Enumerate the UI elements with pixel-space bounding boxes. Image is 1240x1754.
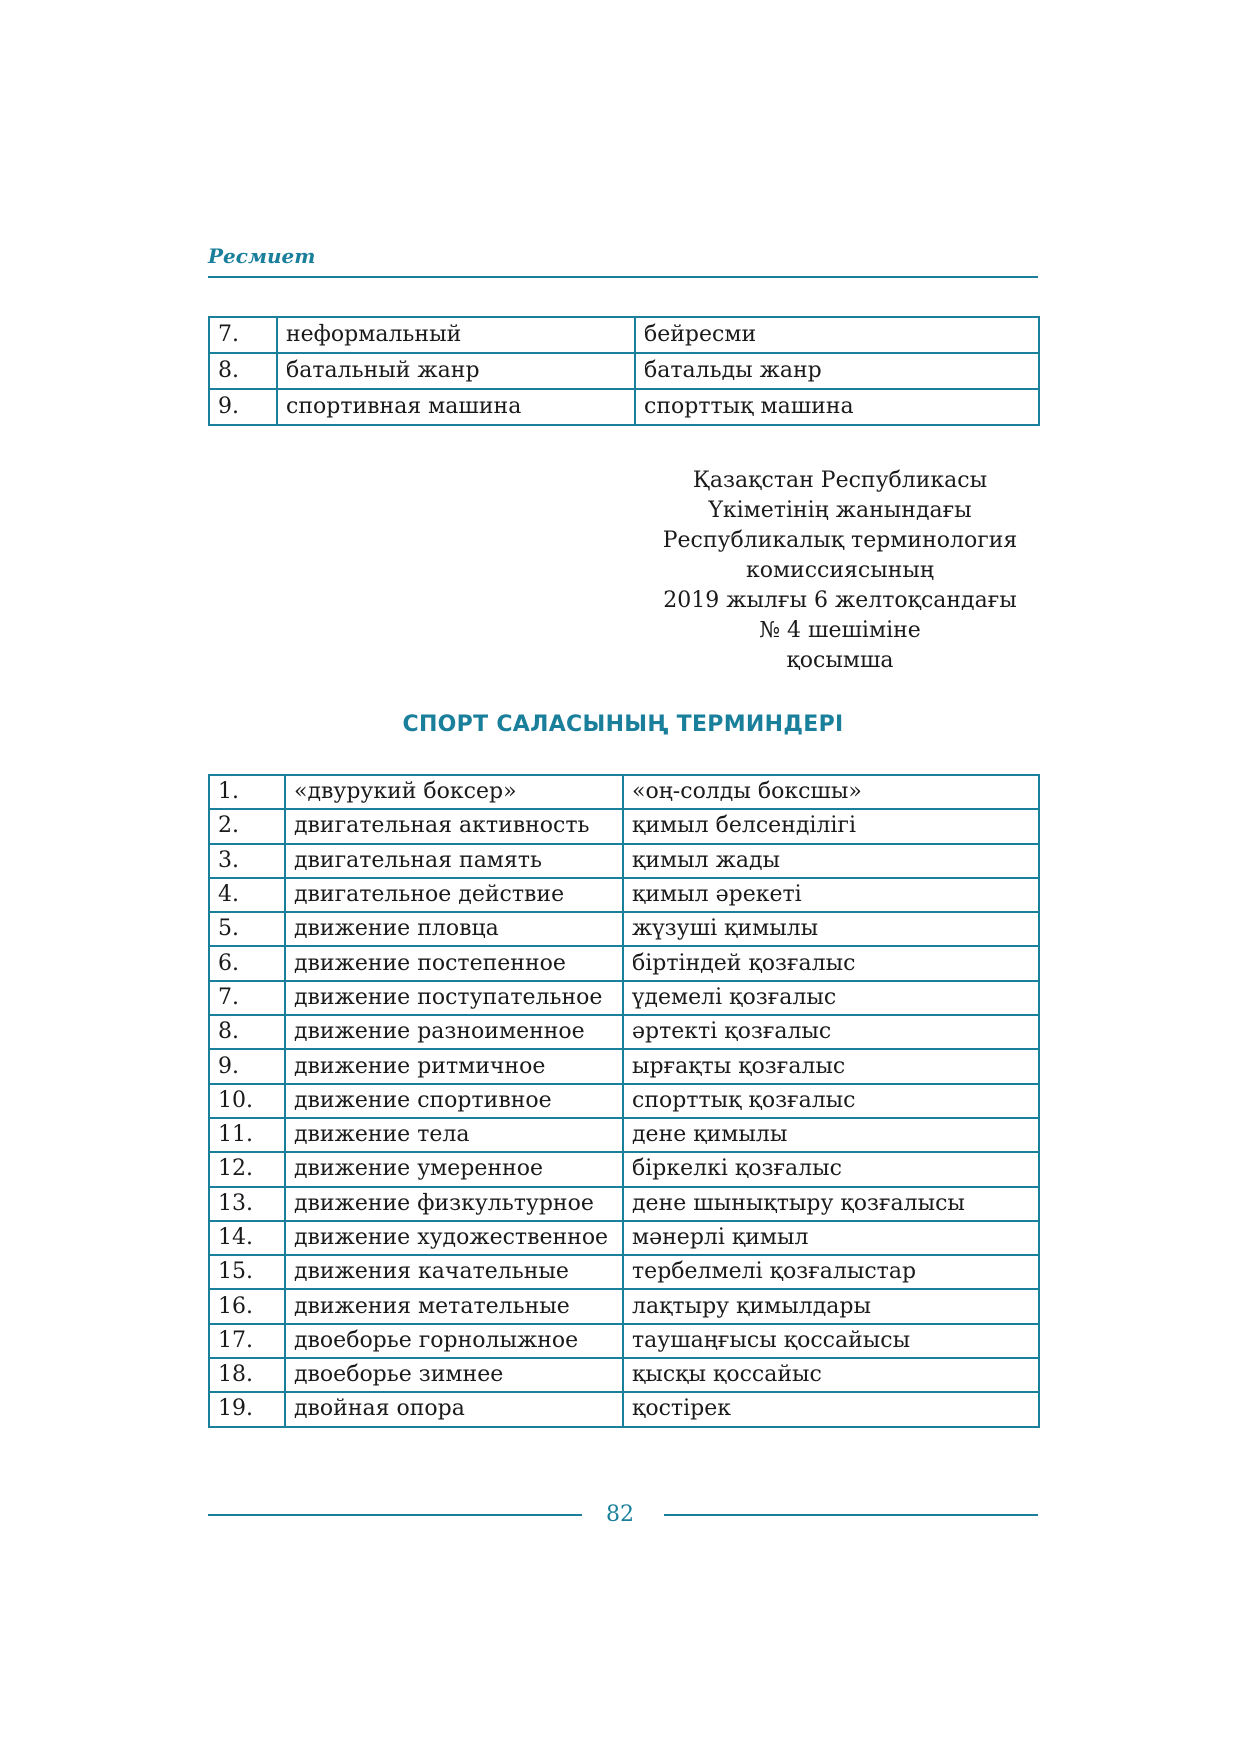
appendix-note [640, 466, 1040, 676]
table-row [209, 1289, 1039, 1323]
row-number: 1. [209, 775, 285, 809]
section-title: СПОРТ САЛАСЫНЫҢ ТЕРМИНДЕРІ [402, 712, 844, 737]
row-number: 13. [209, 1187, 285, 1221]
term-russian: неформальный [277, 317, 635, 353]
term-russian: движения метательные [285, 1289, 623, 1323]
row-number: 4. [209, 878, 285, 912]
term-kazakh: батальды жанр [635, 353, 1039, 389]
row-number: 8. [209, 1015, 285, 1049]
row-number: 9. [209, 389, 277, 425]
table-row [209, 317, 1039, 353]
note-line: № 4 шешіміне [759, 618, 921, 643]
terms-table [208, 774, 1040, 1428]
term-kazakh: лақтыру қимылдары [623, 1289, 1039, 1323]
table-row [209, 1015, 1039, 1049]
row-number: 16. [209, 1289, 285, 1323]
row-number: 2. [209, 809, 285, 843]
term-kazakh: қимыл жады [623, 844, 1039, 878]
table-row [209, 1255, 1039, 1289]
row-number: 15. [209, 1255, 285, 1289]
header-rule [208, 276, 1038, 278]
term-russian: движение физкультурное [285, 1187, 623, 1221]
term-kazakh: таушаңғысы қоссайысы [623, 1324, 1039, 1358]
note-line: қосымша [786, 648, 894, 673]
table-row [209, 1118, 1039, 1152]
term-kazakh: қостірек [623, 1392, 1039, 1426]
table-row [209, 878, 1039, 912]
row-number: 3. [209, 844, 285, 878]
row-number: 5. [209, 912, 285, 946]
row-number: 14. [209, 1221, 285, 1255]
term-russian: движение спортивное [285, 1084, 623, 1118]
term-kazakh: спорттық қозғалыс [623, 1084, 1039, 1118]
term-russian: движение постепенное [285, 946, 623, 980]
term-kazakh: дене қимылы [623, 1118, 1039, 1152]
row-number: 18. [209, 1358, 285, 1392]
row-number: 7. [209, 317, 277, 353]
note-line: 2019 жылғы 6 желтоқсандағы [663, 588, 1017, 613]
term-russian: батальный жанр [277, 353, 635, 389]
row-number: 11. [209, 1118, 285, 1152]
term-russian: движение умеренное [285, 1152, 623, 1186]
term-kazakh: бейресми [635, 317, 1039, 353]
term-kazakh: әртекті қозғалыс [623, 1015, 1039, 1049]
note-line: комиссиясының [745, 558, 935, 583]
page-number: 82 [606, 1502, 634, 1527]
term-kazakh: біртіндей қозғалыс [623, 946, 1039, 980]
term-russian: двигательная активность [285, 809, 623, 843]
note-line: Республикалық терминология [662, 528, 1018, 553]
term-kazakh: спорттық машина [635, 389, 1039, 425]
term-russian: движение разноименное [285, 1015, 623, 1049]
term-russian: движение ритмичное [285, 1049, 623, 1083]
term-russian: двигательное действие [285, 878, 623, 912]
table-row [209, 775, 1039, 809]
term-kazakh: тербелмелі қозғалыстар [623, 1255, 1039, 1289]
row-number: 9. [209, 1049, 285, 1083]
table-row [209, 1049, 1039, 1083]
table-row [209, 1152, 1039, 1186]
table-row [209, 1324, 1039, 1358]
term-kazakh: дене шынықтыру қозғалысы [623, 1187, 1039, 1221]
table-row [209, 389, 1039, 425]
term-kazakh: біркелкі қозғалыс [623, 1152, 1039, 1186]
term-kazakh: қысқы қоссайыс [623, 1358, 1039, 1392]
note-line: Үкіметінің жанындағы [708, 498, 972, 523]
table-row [209, 912, 1039, 946]
term-russian: двоеборье горнолыжное [285, 1324, 623, 1358]
footer-rule-left [208, 1514, 582, 1516]
term-kazakh: жүзуші қимылы [623, 912, 1039, 946]
term-kazakh: қимыл әрекеті [623, 878, 1039, 912]
table-row [209, 1084, 1039, 1118]
table-row [209, 1221, 1039, 1255]
table-row [209, 946, 1039, 980]
row-number: 19. [209, 1392, 285, 1426]
term-russian: двойная опора [285, 1392, 623, 1426]
term-russian: «двурукий боксер» [285, 775, 623, 809]
term-kazakh: мәнерлі қимыл [623, 1221, 1039, 1255]
running-header: Ресмиет [208, 244, 316, 268]
term-kazakh: «оң-солды боксшы» [623, 775, 1039, 809]
term-russian: спортивная машина [277, 389, 635, 425]
table-row [209, 981, 1039, 1015]
table-row [209, 809, 1039, 843]
term-russian: движение художественное [285, 1221, 623, 1255]
term-kazakh: үдемелі қозғалыс [623, 981, 1039, 1015]
term-kazakh: қимыл белсенділігі [623, 809, 1039, 843]
row-number: 6. [209, 946, 285, 980]
term-russian: двоеборье зимнее [285, 1358, 623, 1392]
note-line: Қазақстан Республикасы [692, 468, 988, 493]
footer-rule-right [664, 1514, 1038, 1516]
term-russian: движения качательные [285, 1255, 623, 1289]
table-row [209, 353, 1039, 389]
table-row [209, 1187, 1039, 1221]
terms-table-continued [208, 316, 1040, 426]
table-row [209, 1358, 1039, 1392]
row-number: 8. [209, 353, 277, 389]
row-number: 12. [209, 1152, 285, 1186]
table-row [209, 844, 1039, 878]
row-number: 17. [209, 1324, 285, 1358]
term-russian: движение тела [285, 1118, 623, 1152]
row-number: 10. [209, 1084, 285, 1118]
row-number: 7. [209, 981, 285, 1015]
table-row [209, 1392, 1039, 1426]
term-kazakh: ырғақты қозғалыс [623, 1049, 1039, 1083]
term-russian: движение поступательное [285, 981, 623, 1015]
term-russian: двигательная память [285, 844, 623, 878]
term-russian: движение пловца [285, 912, 623, 946]
